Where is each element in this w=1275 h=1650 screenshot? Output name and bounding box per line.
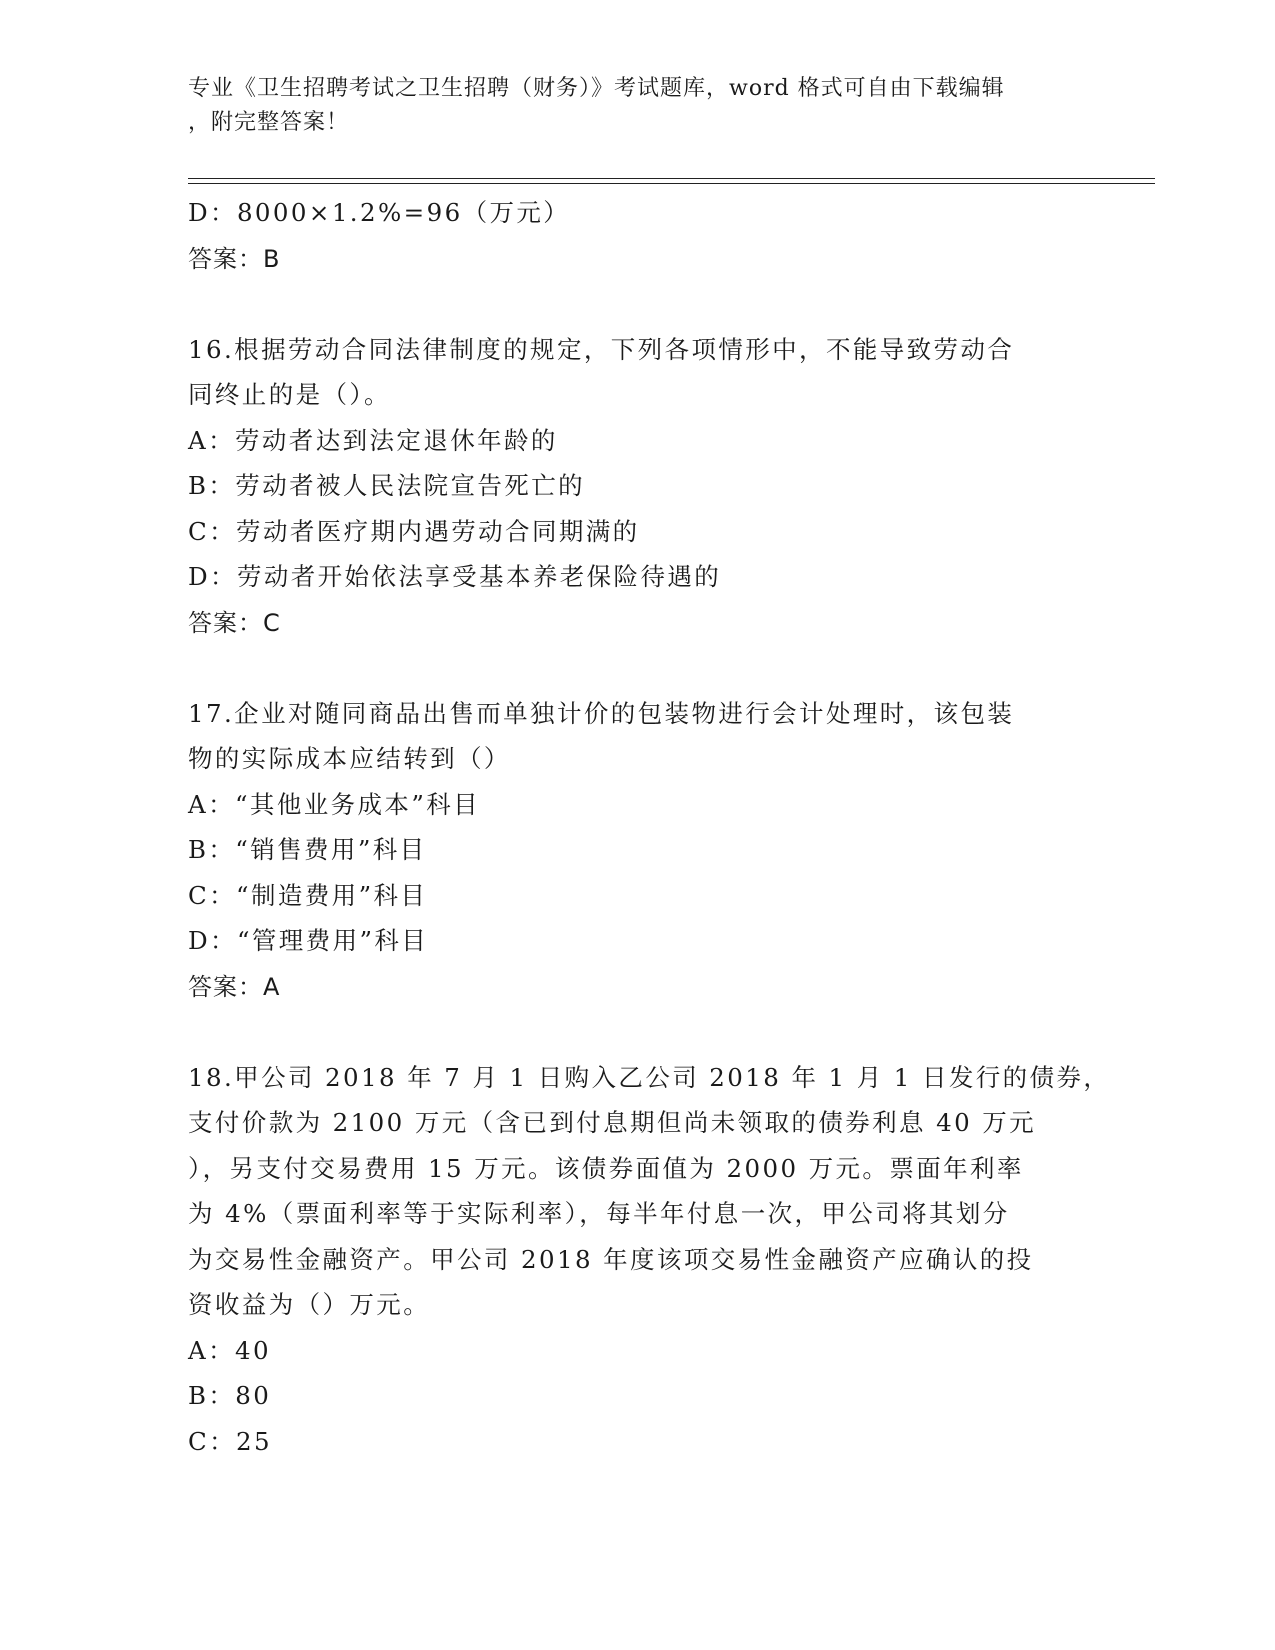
- option-d: D：8000×1.2%=96（万元）: [188, 198, 571, 227]
- question-stem-line: 16.根据劳动合同法律制度的规定，下列各项情形中，不能导致劳动合: [188, 334, 1015, 364]
- document-header: [188, 72, 1068, 140]
- question-stem-line: 为 4%（票面利率等于实际利率），每半年付息一次，甲公司将其划分: [188, 1199, 1010, 1228]
- question-stem-line: 物的实际成本应结转到（）: [188, 744, 511, 773]
- option-a: A：40: [188, 1335, 271, 1365]
- question-stem-line: 18.甲公司 2018 年 7 月 1 日购入乙公司 2018 年 1 月 1 日发行的债券，: [188, 1062, 1111, 1092]
- spacer: [188, 646, 1088, 691]
- question-stem-line: 支付价款为 2100 万元（含已到付息期但尚未领取的债券利息 40 万元: [188, 1108, 1037, 1137]
- question-stem-line: ），另支付交易费用 15 万元。该债券面值为 2000 万元。票面年利率: [188, 1153, 1024, 1183]
- question-18: [188, 1055, 1111, 1465]
- header-divider-top: [188, 178, 1155, 179]
- option-b: B：劳动者被人民法院宣告死亡的: [188, 471, 586, 500]
- option-d: D：“管理费用”科目: [188, 926, 429, 955]
- answer-line: 答案：B: [188, 244, 281, 273]
- option-b: B：“销售费用”科目: [188, 835, 427, 864]
- option-d: D：劳动者开始依法享受基本养老保险待遇的: [188, 562, 722, 591]
- option-a: A：“其他业务成本”科目: [188, 789, 481, 819]
- question-stem-line: 资收益为（）万元。: [188, 1290, 431, 1319]
- spacer: [188, 1010, 1088, 1055]
- question-stem-line: 为交易性金融资产。甲公司 2018 年度该项交易性金融资产应确认的投: [188, 1244, 1034, 1274]
- spacer: [188, 282, 1088, 327]
- option-a: A：劳动者达到法定退休年龄的: [188, 425, 558, 455]
- answer-line: 答案：A: [188, 972, 281, 1001]
- header-line-2: ，附完整答案！: [188, 110, 350, 135]
- document-body: [188, 190, 1111, 1464]
- option-b: B：80: [188, 1381, 272, 1410]
- question-stem-line: 同终止的是（）。: [188, 380, 391, 409]
- previous-question-tail: [188, 190, 1088, 282]
- question-17: [188, 691, 1088, 1010]
- header-line-1: 专业《卫生招聘考试之卫生招聘（财务）》考试题库，word 格式可自由下载编辑: [188, 76, 1005, 101]
- question-stem-line: 17.企业对随同商品出售而单独计价的包装物进行会计处理时，该包装: [188, 698, 1015, 728]
- question-16: [188, 327, 1088, 646]
- option-c: C：劳动者医疗期内遇劳动合同期满的: [188, 516, 640, 546]
- header-divider-bottom: [188, 183, 1155, 184]
- option-c: C：25: [188, 1426, 273, 1456]
- option-c: C：“制造费用”科目: [188, 880, 428, 910]
- answer-line: 答案：C: [188, 608, 281, 637]
